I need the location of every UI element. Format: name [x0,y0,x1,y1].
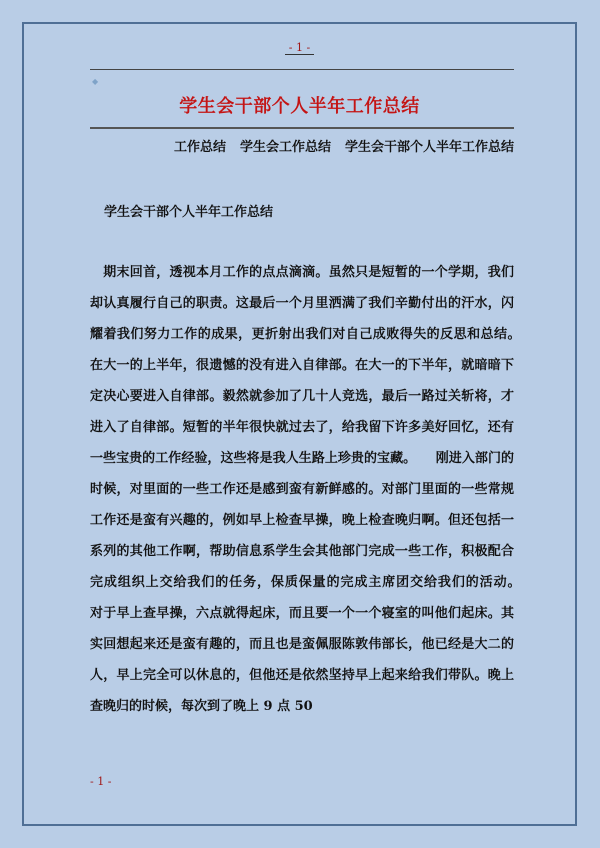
title-rule [90,127,514,129]
document-page [22,22,577,826]
header-page-number: - 1 - [24,41,575,54]
footer-page-number: - 1 - [90,775,112,788]
diamond-icon: ◆ [92,77,99,86]
tag-item: 工作总结 [173,140,226,155]
tag-item: 学生会工作总结 [239,140,331,155]
header-rule [90,69,514,70]
tag-line [90,136,514,155]
body-paragraph: 期末回首，透视本月工作的点点滴滴。虽然只是短暂的一个学期，我们却认真履行自己的职责。这最后一个月里洒满了我们辛勤付出的汗水，闪耀着我们努力工作的成果，更折射出我们对自己成败得失的反思和总结。 在大一的上半年，很遗憾的没有进入自律部。在大一的下半年，就暗暗下定决心要进入自律部。毅然就参加了几十人竞选，最后一路过关斩将，才进入了自律部。短暂的半年很快就过去了，给我留下许多美好回忆，还有一些宝贵的工作经验，这些将是我人生路上珍贵的宝藏。 刚进入部门的时候，对里面的一些工作还是感到蛮有新鲜感的。对部门里面的一些常规工作还是蛮有兴趣的，例如早上检查早操，晚上检查晚归啊。但还包括一系列的其他工作啊，帮助信息系学生会其他部门完成一些工作，积极配合完成组织上交给我们的任务，保质保量的完成主席团交给我们的活动。 对于早上查早操，六点就得起床，而且要一个一个寝室的叫他们起床。其实回想起来还是蛮有趣的，而且也是蛮佩服陈敦伟部长，他已经是大二的人，早上完全可以休息的，但他还是依然坚持早上起来给我们带队。晚上查晚归的时候，每次到了晚上 9 点 50 [90,265,541,714]
document-subtitle: 学生会干部个人半年工作总结 [104,205,274,220]
tag-item: 学生会干部个人半年工作总结 [344,140,514,155]
document-title: 学生会干部个人半年工作总结 [179,96,420,117]
